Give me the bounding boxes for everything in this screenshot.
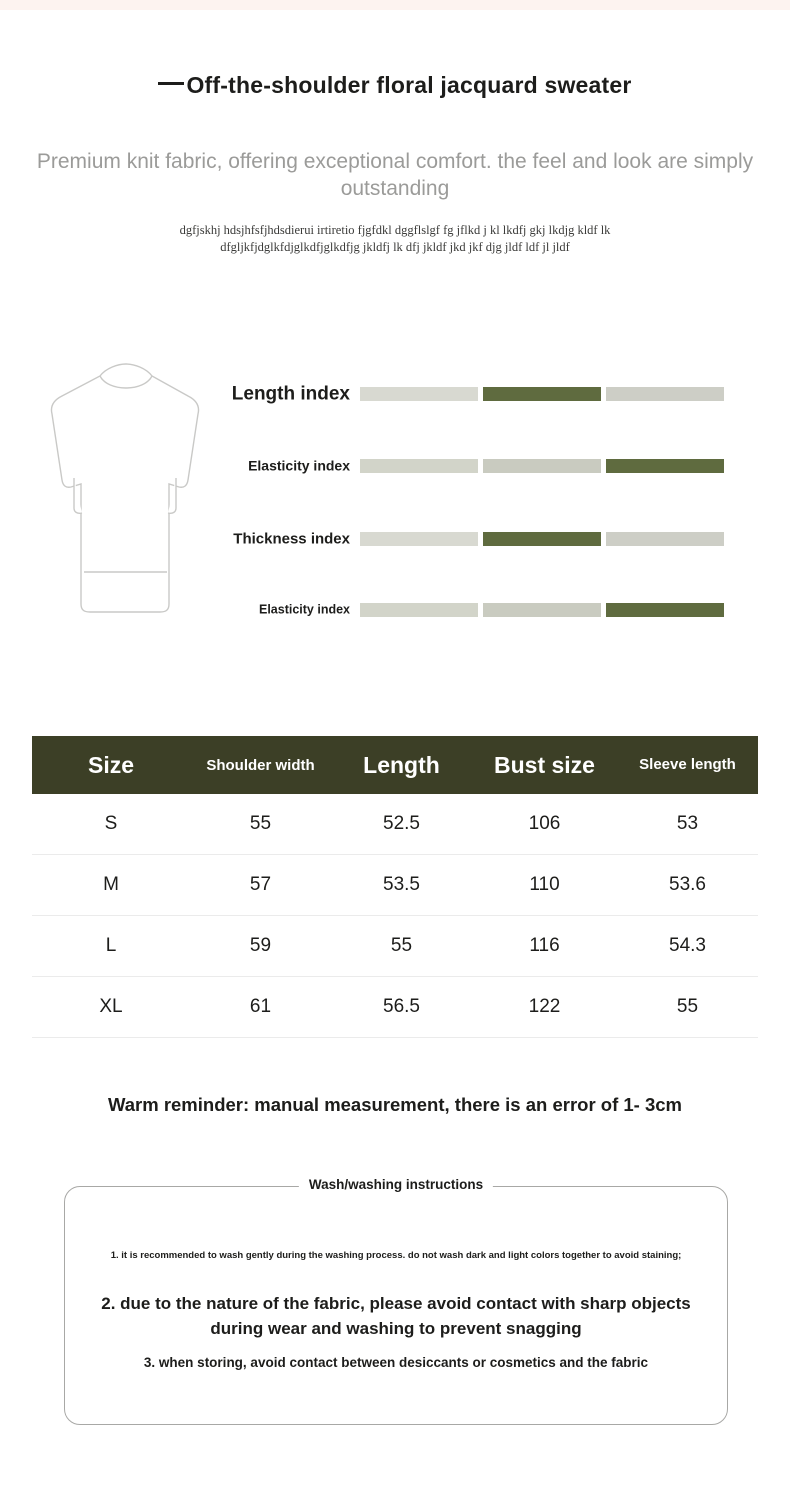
index-chart	[200, 368, 760, 630]
index-bars-3	[360, 603, 760, 617]
index-row-2	[200, 519, 760, 559]
cell-bust-xl: 122	[472, 977, 617, 1038]
size-table-header-length: Length	[331, 736, 472, 794]
top-color-band	[0, 0, 790, 10]
index-bar-1-2	[606, 459, 724, 473]
index-bars-1	[360, 459, 760, 473]
index-label-1: Elasticity index	[248, 457, 350, 474]
cell-length-xl: 56.5	[331, 977, 472, 1038]
wash-instructions-box	[64, 1177, 728, 1425]
wash-instructions-title: Wash/washing instructions	[299, 1177, 493, 1192]
filler-line-1: dgfjskhj hdsjhfsfjhdsdierui irtiretio fjgfdkl dggflslgf fg jflkd j kl lkdfj gkj lkdjg kldf lk	[179, 223, 611, 237]
index-label-3: Elasticity index	[258, 602, 350, 617]
size-table-header-row	[32, 736, 758, 794]
cell-size-m: M	[32, 855, 190, 916]
cell-sleeve-s: 53	[617, 794, 758, 855]
index-bar-3-2	[606, 603, 724, 617]
cell-sleeve-xl: 55	[617, 977, 758, 1038]
index-bars-2	[360, 532, 760, 546]
filler-text	[45, 222, 745, 256]
cell-shoulder-s: 55	[190, 794, 331, 855]
title-dash-icon	[158, 82, 184, 85]
cell-sleeve-m: 53.6	[617, 855, 758, 916]
index-label-2: Thickness index	[233, 530, 350, 548]
index-bars-0	[360, 387, 760, 401]
wash-instruction-2: 2. due to the nature of the fabric, please avoid contact with sharp objects during wear and washing to prevent snagging	[101, 1294, 691, 1338]
index-bar-0-1	[483, 387, 601, 401]
cell-size-l: L	[32, 916, 190, 977]
cell-shoulder-l: 59	[190, 916, 331, 977]
index-row-3	[200, 590, 760, 630]
size-table-header-sleeve-length: Sleeve length	[617, 736, 758, 794]
cell-length-m: 53.5	[331, 855, 472, 916]
size-table-header-shoulder-width: Shoulder width	[190, 736, 331, 794]
page-title	[0, 72, 790, 99]
cell-size-xl: XL	[32, 977, 190, 1038]
cell-shoulder-xl: 61	[190, 977, 331, 1038]
cell-bust-s: 106	[472, 794, 617, 855]
index-bar-2-1	[483, 532, 601, 546]
table-row	[32, 855, 758, 916]
filler-line-2: dfgljkfjdglkfdjglkdfjglkdfjg jkldfj lk dfj jkldf jkd jkf djg jldf ldf jl jldf	[220, 240, 570, 254]
garment-illustration	[38, 360, 213, 630]
cell-shoulder-m: 57	[190, 855, 331, 916]
table-row	[32, 916, 758, 977]
cell-length-s: 52.5	[331, 794, 472, 855]
cell-length-l: 55	[331, 916, 472, 977]
title-text: Off-the-shoulder floral jacquard sweater	[186, 72, 632, 98]
index-bar-1-0	[360, 459, 478, 473]
index-bar-1-1	[483, 459, 601, 473]
index-bar-3-0	[360, 603, 478, 617]
cell-bust-l: 116	[472, 916, 617, 977]
index-row-0	[200, 374, 760, 414]
index-bar-2-0	[360, 532, 478, 546]
size-table	[32, 736, 758, 1038]
warm-reminder-text: Warm reminder: manual measurement, there is an error of 1- 3cm	[107, 1094, 683, 1115]
size-table-header-bust-size: Bust size	[472, 736, 617, 794]
index-row-1	[200, 446, 760, 486]
cell-bust-m: 110	[472, 855, 617, 916]
wash-instruction-1: 1. it is recommended to wash gently during the washing process. do not wash dark and light colors together to avoid staining;	[110, 1250, 682, 1261]
page-subtitle: Premium knit fabric, offering exceptional comfort. the feel and look are simply outstanding	[36, 150, 754, 200]
index-bar-0-0	[360, 387, 478, 401]
size-table-header-size: Size	[32, 736, 190, 794]
table-row	[32, 794, 758, 855]
index-label-0: Length index	[231, 383, 350, 405]
cell-size-s: S	[32, 794, 190, 855]
index-bar-3-1	[483, 603, 601, 617]
cell-sleeve-l: 54.3	[617, 916, 758, 977]
index-bar-0-2	[606, 387, 724, 401]
index-bar-2-2	[606, 532, 724, 546]
wash-instruction-3: 3. when storing, avoid contact between desiccants or cosmetics and the fabric	[143, 1355, 649, 1370]
table-row	[32, 977, 758, 1038]
